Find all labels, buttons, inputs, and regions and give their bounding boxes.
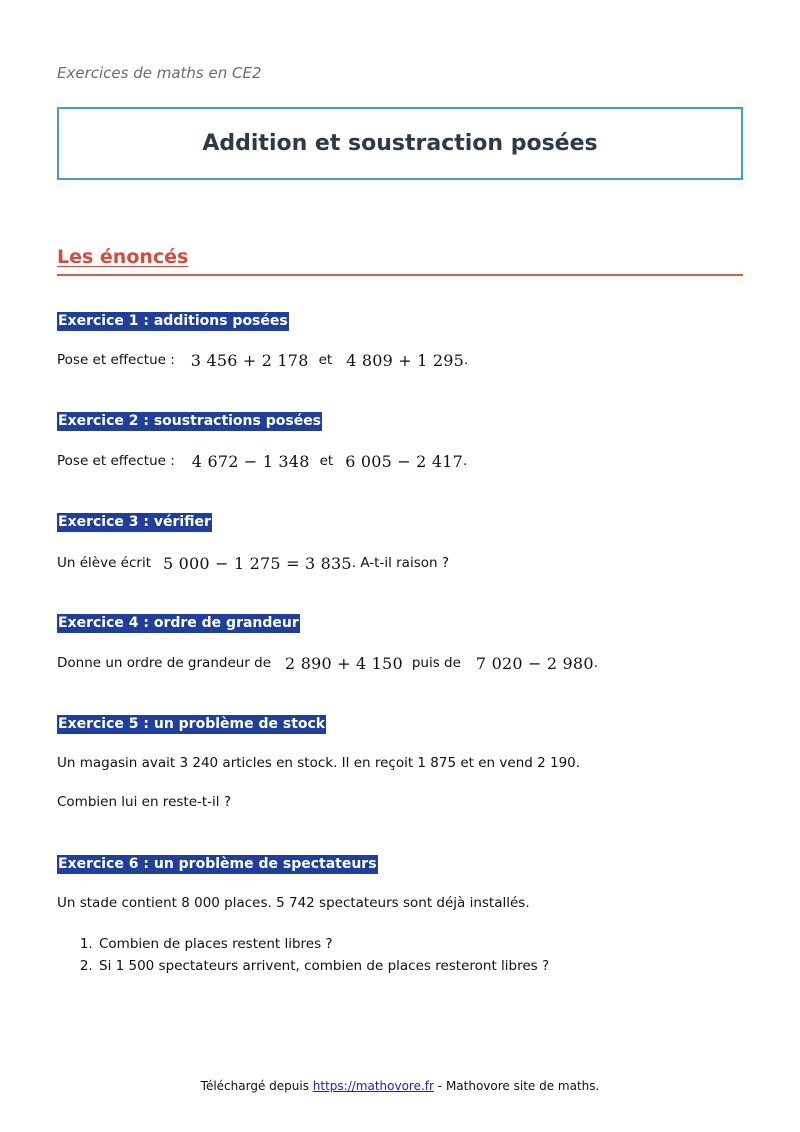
exercise-6-heading: Exercice 6 : un problème de spectateurs	[58, 856, 377, 872]
exercise-2-joiner: et	[319, 453, 334, 469]
exercise-2-prefix: Pose et effectue :	[57, 453, 175, 469]
exercise-5-heading: Exercice 5 : un problème de stock	[58, 716, 326, 732]
exercise-4-heading: Exercice 4 : ordre de grandeur	[58, 615, 299, 631]
exercise-4-math-1: 2 890 + 4 150	[285, 653, 403, 673]
mathovore-link[interactable]: https://mathovore.fr	[312, 1079, 434, 1093]
exercise-1-joiner: et	[318, 352, 333, 368]
list-item: 2. Si 1 500 spectateurs arrivent, combien de places resteront libres ?	[97, 955, 549, 977]
exercise-6-questions	[57, 933, 549, 977]
exercise-3-suffix: . A-t-il raison ?	[351, 555, 450, 571]
exercise-1-suffix: .	[463, 352, 469, 368]
exercise-4-statement	[57, 652, 598, 674]
exercise-4-math-2: 7 020 − 2 980	[475, 653, 594, 673]
title-box	[57, 107, 743, 180]
footer-prefix: Téléchargé depuis	[200, 1079, 309, 1093]
exercise-2-statement	[57, 450, 467, 472]
exercise-5-text-2: Combien lui en reste-t-il ?	[57, 794, 231, 810]
exercise-1-math-2: 4 809 + 1 295	[346, 350, 464, 370]
exercise-1-math-1: 3 456 + 2 178	[190, 350, 309, 370]
section-divider	[57, 274, 743, 276]
exercise-1-heading: Exercice 1 : additions posées	[58, 313, 288, 329]
footer-suffix: - Mathovore site de maths.	[437, 1079, 600, 1093]
exercise-2-math-2: 6 005 − 2 417	[345, 451, 463, 471]
list-item: 1. Combien de places restent libres ?	[97, 933, 549, 955]
exercise-4-prefix: Donne un ordre de grandeur de	[57, 655, 272, 671]
exercise-1-prefix: Pose et effectue :	[57, 352, 175, 368]
exercise-5-text-1: Un magasin avait 3 240 articles en stock. Il en reçoit 1 875 et en vend 2 190.	[57, 755, 581, 771]
exercise-3-prefix: Un élève écrit	[57, 555, 151, 571]
subject-label: Exercices de maths en CE2	[57, 64, 262, 82]
exercise-3-heading: Exercice 3 : vérifier	[58, 514, 211, 530]
exercise-2-math-1: 4 672 − 1 348	[191, 451, 310, 471]
exercise-2-heading: Exercice 2 : soustractions posées	[58, 413, 322, 429]
exercise-1-statement	[57, 349, 468, 371]
exercise-6-text-1: Un stade contient 8 000 places. 5 742 spectateurs sont déjà installés.	[57, 895, 530, 911]
exercise-3-statement	[57, 552, 449, 574]
exercise-2-suffix: .	[462, 453, 468, 469]
footer	[0, 1079, 800, 1093]
exercise-4-joiner: puis de	[411, 655, 461, 671]
page-title: Addition et soustraction posées	[202, 131, 598, 156]
exercise-4-suffix: .	[593, 655, 598, 671]
exercise-3-math-1: 5 000 − 1 275 = 3 835	[163, 553, 352, 573]
section-title: Les énoncés	[57, 246, 189, 268]
